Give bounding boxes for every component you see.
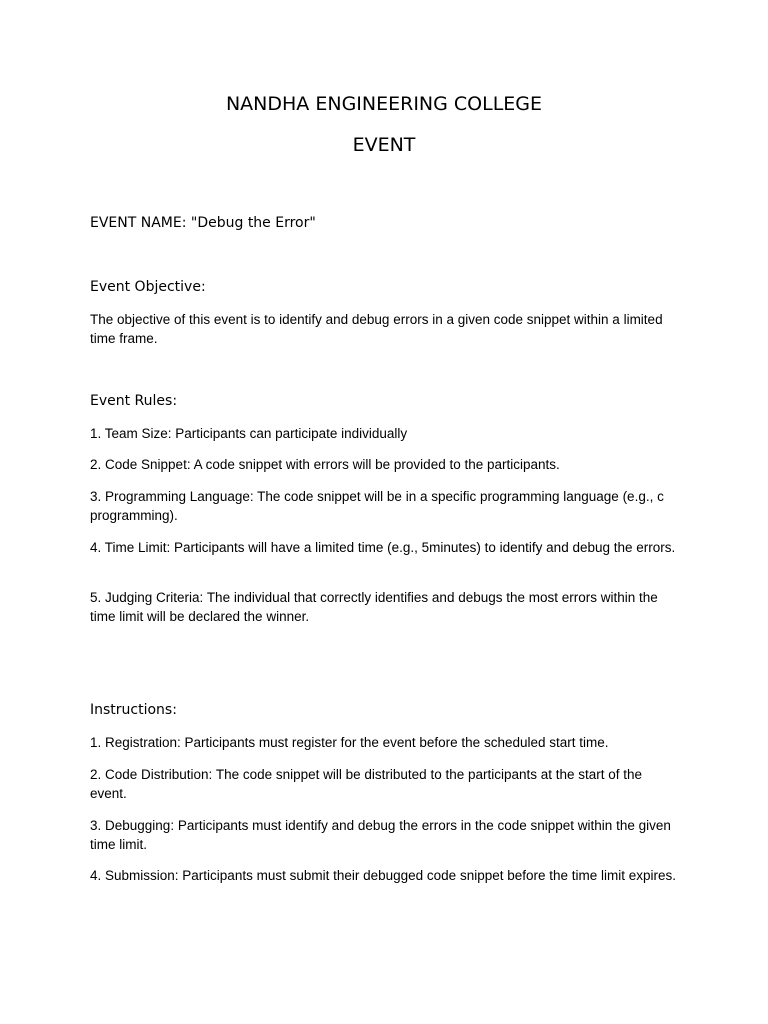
event-title: EVENT	[352, 134, 416, 156]
instruction-item: 2. Code Distribution: The code snippet will be distributed to the participants at the start of the event.	[90, 767, 643, 801]
instruction-item: 1. Registration: Participants must register for the event before the scheduled start time.	[90, 735, 609, 750]
objective-heading: Event Objective:	[90, 279, 206, 295]
event-name: EVENT NAME: "Debug the Error"	[90, 215, 316, 231]
rule-item: 3. Programming Language: The code snippet will be in a specific programming language (e.g., c programming).	[90, 489, 664, 523]
instruction-item: 3. Debugging: Participants must identify and debug the errors in the code snippet within the given time limit.	[90, 818, 671, 852]
objective-text: The objective of this event is to identify and debug errors in a given code snippet within a limited time frame.	[90, 312, 663, 346]
rule-item: 4. Time Limit: Participants will have a limited time (e.g., 5minutes) to identify and debug the errors.	[90, 540, 676, 555]
instruction-item: 4. Submission: Participants must submit their debugged code snippet before the time limit expires.	[90, 868, 677, 883]
rule-item: 1. Team Size: Participants can participate individually	[90, 426, 408, 441]
rules-heading: Event Rules:	[90, 393, 178, 409]
rule-item: 5. Judging Criteria: The individual that correctly identifies and debugs the most errors within the time limit will be declared the winner.	[90, 590, 658, 624]
rule-item: 2. Code Snippet: A code snippet with errors will be provided to the participants.	[90, 457, 560, 472]
instructions-heading: Instructions:	[90, 702, 177, 718]
college-title: NANDHA ENGINEERING COLLEGE	[225, 93, 543, 115]
